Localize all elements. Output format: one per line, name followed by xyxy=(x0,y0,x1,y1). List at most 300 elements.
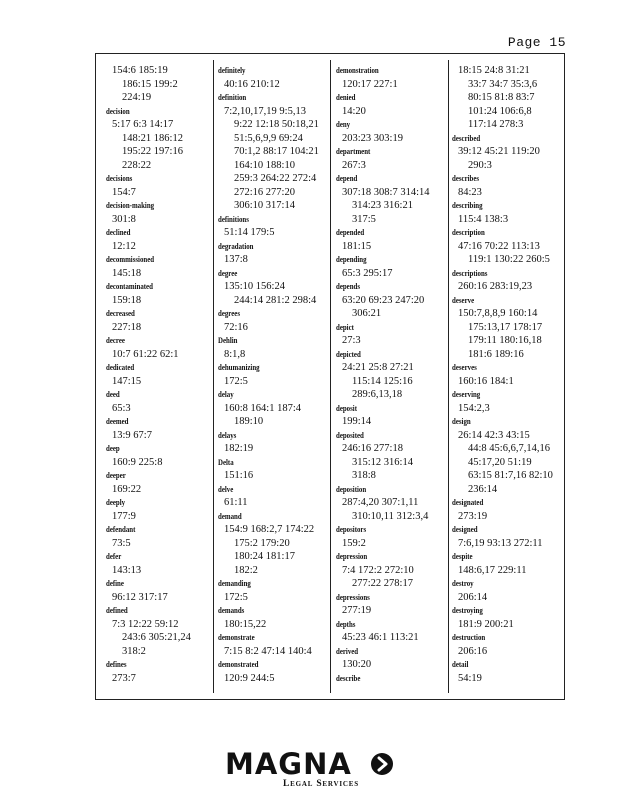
index-entry xyxy=(452,267,564,294)
page-line-ref: 51:5,6,9,9 69:24 xyxy=(234,132,303,144)
index-term: describing xyxy=(452,201,483,210)
index-entry xyxy=(452,658,564,685)
page-line-ref: 119:1 130:22 260:5 xyxy=(468,254,550,265)
index-term: definitions xyxy=(218,214,249,224)
page-line-ref: 72:16 xyxy=(224,321,248,333)
page-line-ref: 80:15 81:8 83:7 xyxy=(468,92,535,103)
index-term: demand xyxy=(218,511,242,521)
index-entry xyxy=(106,307,210,334)
index-term: deserve xyxy=(452,295,475,305)
page-line-ref: 189:10 xyxy=(234,416,264,427)
index-term: description xyxy=(452,228,485,237)
index-entry xyxy=(106,361,210,388)
index-entry xyxy=(336,645,446,672)
index-entry xyxy=(452,388,564,415)
page-line-ref: 172:5 xyxy=(224,591,248,603)
page-line-ref: 115:14 125:16 xyxy=(352,375,413,387)
page-line-ref: 307:18 308:7 314:14 xyxy=(342,186,430,198)
page-line-ref: 306:10 317:14 xyxy=(234,200,295,211)
index-refs xyxy=(336,604,446,618)
index-term: decree xyxy=(106,336,125,345)
index-refs xyxy=(106,429,210,443)
index-refs xyxy=(218,591,328,605)
index-entry xyxy=(106,523,210,550)
page-number: Page 15 xyxy=(507,35,566,50)
index-entry xyxy=(106,64,210,105)
index-refs xyxy=(218,253,328,267)
page-line-ref: 151:16 xyxy=(224,470,254,481)
page-line-ref: 120:17 227:1 xyxy=(342,78,398,90)
index-term: descriptions xyxy=(452,268,488,278)
index-entry xyxy=(106,604,210,658)
index-entry xyxy=(336,618,446,645)
index-refs xyxy=(106,375,210,389)
index-term: depict xyxy=(336,322,354,332)
index-entry xyxy=(106,577,210,604)
page-line-ref: 7:4 172:2 272:10 xyxy=(342,564,414,576)
page-line-ref: 39:12 45:21 119:20 xyxy=(458,146,540,157)
logo-tagline: Legal Services xyxy=(283,779,359,789)
index-entry xyxy=(106,172,210,199)
index-entry xyxy=(452,226,564,267)
index-entry xyxy=(336,483,446,524)
page-line-ref: 13:9 67:7 xyxy=(112,429,152,441)
index-term: deemed xyxy=(106,417,129,426)
index-term: deposit xyxy=(336,403,357,413)
page-line-ref: 148:21 186:12 xyxy=(122,132,183,144)
index-term: deposited xyxy=(336,430,364,440)
page-line-ref: 24:21 25:8 27:21 xyxy=(342,362,414,373)
page-line-ref: 160:16 184:1 xyxy=(458,375,514,387)
page-line-ref: 44:8 45:6,6,7,14,16 xyxy=(468,443,550,454)
index-term: defined xyxy=(106,606,128,615)
index-entry xyxy=(106,280,210,307)
index-refs xyxy=(452,375,564,389)
index-entry xyxy=(218,267,328,308)
index-entry xyxy=(218,361,328,388)
index-refs xyxy=(452,64,564,132)
page-line-ref: 267:3 xyxy=(342,159,366,171)
index-term: denied xyxy=(336,93,356,102)
page-line-ref: 181:9 200:21 xyxy=(458,618,514,630)
page-line-ref: 7:15 8:2 47:14 140:4 xyxy=(224,645,312,657)
index-entry xyxy=(336,591,446,618)
page-line-ref: 130:20 xyxy=(342,659,372,670)
index-term: destroying xyxy=(452,606,483,615)
page-line-ref: 7:6,19 93:13 272:11 xyxy=(458,537,543,549)
page-line-ref: 159:18 xyxy=(112,294,142,306)
page-line-ref: 224:19 xyxy=(122,92,152,103)
index-entry xyxy=(452,496,564,523)
page-line-ref: 137:8 xyxy=(224,254,248,265)
column-divider xyxy=(330,60,331,693)
index-refs xyxy=(218,226,328,240)
page-line-ref: 147:15 xyxy=(112,375,142,387)
page-line-ref: 180:15,22 xyxy=(224,618,267,630)
index-entry xyxy=(106,496,210,523)
page-line-ref: 154:9 168:2,7 174:22 xyxy=(224,524,315,535)
index-term: delve xyxy=(218,484,234,494)
page-line-ref: 182:2 xyxy=(234,564,258,576)
column-divider xyxy=(448,60,449,693)
page-line-ref: 84:23 xyxy=(458,186,482,198)
page-line-ref: 182:19 xyxy=(224,443,254,454)
index-term: destroy xyxy=(452,579,474,588)
page-line-ref: 96:12 317:17 xyxy=(112,591,168,603)
page-line-ref: 273:7 xyxy=(112,672,136,684)
index-refs xyxy=(218,496,328,510)
index-entry xyxy=(336,91,446,118)
page-line-ref: 70:1,2 88:17 104:21 xyxy=(234,146,319,157)
index-entry xyxy=(452,361,564,388)
index-term: design xyxy=(452,417,471,426)
index-term: decontaminated xyxy=(106,282,153,291)
index-refs xyxy=(218,280,328,307)
index-refs xyxy=(336,267,446,281)
index-term: designed xyxy=(452,525,478,534)
page-line-ref: 228:22 xyxy=(122,159,152,171)
index-term: decision xyxy=(106,106,130,116)
page-line-ref: 33:7 34:7 35:3,6 xyxy=(468,78,538,90)
index-entry xyxy=(336,226,446,253)
index-refs xyxy=(218,321,328,335)
page-line-ref: 51:14 179:5 xyxy=(224,227,275,238)
page-line-ref: 7:2,10,17,19 9:5,13 xyxy=(224,105,306,117)
page-line-ref: 206:14 xyxy=(458,591,488,603)
index-entry xyxy=(336,253,446,280)
logo-wordmark: MAGNA xyxy=(225,747,352,781)
page-line-ref: 236:14 xyxy=(468,483,498,495)
index-entry xyxy=(452,523,564,550)
index-entry xyxy=(452,172,564,199)
page-line-ref: 175:2 179:20 xyxy=(234,537,290,549)
page-line-ref: 14:20 xyxy=(342,105,366,117)
index-entry xyxy=(218,64,328,91)
index-term: described xyxy=(452,133,481,143)
index-entry xyxy=(218,91,328,213)
page-line-ref: 169:22 xyxy=(112,483,142,495)
page-line-ref: 5:17 6:3 14:17 xyxy=(112,119,174,130)
index-refs xyxy=(452,240,564,267)
page-line-ref: 73:5 xyxy=(112,537,131,549)
index-refs xyxy=(106,510,210,524)
index-refs xyxy=(106,118,210,172)
index-term: defines xyxy=(106,660,127,669)
index-refs xyxy=(452,591,564,605)
page-line-ref: 318:8 xyxy=(352,470,376,481)
index-term: deposition xyxy=(336,484,367,494)
index-term: define xyxy=(106,579,124,588)
page-line-ref: 40:16 210:12 xyxy=(224,78,280,90)
index-term: decreased xyxy=(106,309,135,318)
index-refs xyxy=(218,375,328,389)
index-term: deserves xyxy=(452,363,477,372)
index-refs xyxy=(336,334,446,348)
page-line-ref: 177:9 xyxy=(112,510,136,522)
index-refs xyxy=(106,294,210,308)
index-refs xyxy=(106,348,210,362)
index-refs xyxy=(106,321,210,335)
index-term: depositors xyxy=(336,525,367,534)
page-line-ref: 195:22 197:16 xyxy=(122,146,183,157)
column-divider xyxy=(213,60,214,693)
index-term: Dehlin xyxy=(218,336,238,345)
page-line-ref: 26:14 42:3 43:15 xyxy=(458,429,530,441)
page-line-ref: 8:1,8 xyxy=(224,348,246,360)
index-refs xyxy=(218,672,328,686)
index-refs xyxy=(106,186,210,200)
index-refs xyxy=(336,658,446,672)
index-refs xyxy=(336,537,446,551)
page-line-ref: 246:16 277:18 xyxy=(342,443,403,454)
index-term: delay xyxy=(218,390,234,399)
page-line-ref: 172:5 xyxy=(224,375,248,387)
index-term: describes xyxy=(452,174,480,183)
page-line-ref: 159:2 xyxy=(342,537,366,549)
index-refs xyxy=(336,240,446,254)
index-entry xyxy=(106,253,210,280)
index-refs xyxy=(336,159,446,173)
index-refs xyxy=(106,213,210,227)
index-term: dehumanizing xyxy=(218,363,260,372)
index-refs xyxy=(452,618,564,632)
index-refs xyxy=(452,510,564,524)
page-line-ref: 244:14 281:2 298:4 xyxy=(234,294,317,306)
page-line-ref: 63:15 81:7,16 82:10 xyxy=(468,470,553,481)
index-entry xyxy=(336,672,446,686)
index-term: demanding xyxy=(218,579,251,588)
page-line-ref: 143:13 xyxy=(112,564,142,576)
index-entry xyxy=(218,456,328,483)
index-term: describe xyxy=(336,673,361,683)
index-entry xyxy=(336,550,446,591)
index-refs xyxy=(452,213,564,227)
page-line-ref: 27:3 xyxy=(342,335,361,346)
index-entry xyxy=(336,402,446,429)
page-line-ref: 135:10 156:24 xyxy=(224,281,285,292)
index-refs xyxy=(218,348,328,362)
index-refs xyxy=(452,429,564,497)
index-entry xyxy=(106,658,210,685)
page-line-ref: 7:3 12:22 59:12 xyxy=(112,618,179,630)
index-entry xyxy=(106,469,210,496)
index-term: demonstration xyxy=(336,66,379,75)
page-line-ref: 150:7,8,8,9 160:14 xyxy=(458,308,538,319)
index-refs xyxy=(336,78,446,92)
index-entry xyxy=(218,483,328,510)
page-line-ref: 181:15 xyxy=(342,240,372,252)
index-term: depending xyxy=(336,255,367,264)
index-refs xyxy=(336,496,446,523)
index-refs xyxy=(218,523,328,577)
index-refs xyxy=(218,442,328,456)
page-line-ref: 115:4 138:3 xyxy=(458,213,509,225)
index-refs xyxy=(218,618,328,632)
index-refs xyxy=(106,267,210,281)
index-refs xyxy=(452,537,564,551)
page-line-ref: 145:18 xyxy=(112,267,142,279)
page-line-ref: 154:6 185:19 xyxy=(112,65,168,76)
index-term: derived xyxy=(336,646,359,656)
page-line-ref: 315:12 316:14 xyxy=(352,456,413,468)
index-refs xyxy=(336,105,446,119)
index-term: demands xyxy=(218,606,245,615)
index-entry xyxy=(336,523,446,550)
index-entry xyxy=(106,550,210,577)
page-line-ref: 175:13,17 178:17 xyxy=(468,321,543,333)
index-refs xyxy=(106,591,210,605)
index-refs xyxy=(452,672,564,686)
page-line-ref: 160:9 225:8 xyxy=(112,456,163,468)
index-term: demonstrated xyxy=(218,660,259,669)
page-line-ref: 10:7 61:22 62:1 xyxy=(112,348,179,360)
index-term: deserving xyxy=(452,390,481,399)
index-term: depicted xyxy=(336,349,361,359)
page-line-ref: 260:16 283:19,23 xyxy=(458,281,533,292)
index-column-3 xyxy=(336,64,446,693)
index-entry xyxy=(336,280,446,321)
index-term: despite xyxy=(452,552,473,561)
index-refs xyxy=(106,618,210,659)
word-index-panel xyxy=(95,53,565,700)
index-term: deeply xyxy=(106,498,126,507)
magna-logo xyxy=(225,748,397,792)
page-line-ref: 9:22 12:18 50:18,21 xyxy=(234,119,319,130)
index-refs xyxy=(452,145,564,172)
index-refs xyxy=(106,240,210,254)
index-entry xyxy=(336,145,446,172)
index-entry xyxy=(218,388,328,429)
index-term: deeper xyxy=(106,471,126,480)
page-line-ref: 65:3 295:17 xyxy=(342,267,393,279)
index-term: Delta xyxy=(218,457,234,467)
index-entry xyxy=(452,550,564,577)
index-term: degree xyxy=(218,268,238,278)
index-term: depths xyxy=(336,619,356,629)
page-line-ref: 310:10,11 312:3,4 xyxy=(352,510,429,522)
index-refs xyxy=(336,415,446,429)
index-entry xyxy=(106,415,210,442)
index-refs xyxy=(452,186,564,200)
index-term: defendant xyxy=(106,525,136,534)
page-line-ref: 227:18 xyxy=(112,321,142,333)
index-refs xyxy=(218,78,328,92)
index-entry xyxy=(218,307,328,334)
page-line-ref: 148:6,17 229:11 xyxy=(458,564,527,576)
index-term: deny xyxy=(336,120,351,129)
page-line-ref: 45:17,20 51:19 xyxy=(468,456,532,468)
index-term: depressions xyxy=(336,592,370,602)
index-term: delays xyxy=(218,430,237,440)
index-term: detail xyxy=(452,660,469,669)
index-term: depends xyxy=(336,282,361,291)
page-line-ref: 117:14 278:3 xyxy=(468,119,524,130)
page-line-ref: 318:2 xyxy=(122,645,146,657)
index-entry xyxy=(218,658,328,685)
page-line-ref: 272:16 277:20 xyxy=(234,186,295,198)
page-line-ref: 164:10 188:10 xyxy=(234,159,295,171)
page-line-ref: 199:14 xyxy=(342,416,372,427)
index-entry xyxy=(218,213,328,240)
page-line-ref: 206:16 xyxy=(458,645,488,657)
page-line-ref: 12:12 xyxy=(112,240,136,252)
page-line-ref: 314:23 316:21 xyxy=(352,200,413,211)
index-refs xyxy=(106,483,210,497)
index-refs xyxy=(336,132,446,146)
index-entry xyxy=(336,429,446,483)
page-line-ref: 181:6 189:16 xyxy=(468,348,524,360)
index-entry xyxy=(218,240,328,267)
index-entry xyxy=(452,415,564,496)
index-term: deed xyxy=(106,390,120,399)
index-refs xyxy=(336,361,446,402)
page-line-ref: 18:15 24:8 31:21 xyxy=(458,65,530,76)
index-term: decisions xyxy=(106,174,133,183)
arrow-circle-icon xyxy=(371,753,393,775)
index-refs xyxy=(336,294,446,321)
index-refs xyxy=(106,672,210,686)
index-column-4 xyxy=(452,64,564,693)
index-refs xyxy=(218,105,328,213)
index-term: degradation xyxy=(218,241,254,251)
index-entry xyxy=(452,604,564,631)
index-term: designated xyxy=(452,498,484,507)
index-entry xyxy=(452,294,564,362)
index-refs xyxy=(452,645,564,659)
index-term: degrees xyxy=(218,309,240,318)
index-refs xyxy=(452,564,564,578)
index-entry xyxy=(336,348,446,402)
index-refs xyxy=(336,186,446,227)
index-term: deep xyxy=(106,444,120,453)
index-column-2 xyxy=(218,64,328,693)
index-term: depended xyxy=(336,228,365,237)
index-term: decision-making xyxy=(106,201,155,210)
index-term: depression xyxy=(336,552,368,561)
page-line-ref: 287:4,20 307:1,11 xyxy=(342,497,419,508)
index-term: definitely xyxy=(218,66,246,75)
index-entry xyxy=(336,321,446,348)
index-term: depend xyxy=(336,174,358,183)
page-line-ref: 160:8 164:1 187:4 xyxy=(224,402,302,414)
page-line-ref: 45:23 46:1 113:21 xyxy=(342,632,419,643)
index-term: declined xyxy=(106,228,131,237)
index-refs xyxy=(336,631,446,645)
index-refs xyxy=(336,442,446,483)
index-refs xyxy=(218,645,328,659)
index-entry xyxy=(218,334,328,361)
page-line-ref: 179:11 180:16,18 xyxy=(468,335,542,346)
index-entry xyxy=(336,118,446,145)
index-entry xyxy=(452,64,564,132)
page-line-ref: 154:2,3 xyxy=(458,402,490,414)
page-line-ref: 317:5 xyxy=(352,213,376,225)
index-entry xyxy=(336,64,446,91)
index-entry xyxy=(218,577,328,604)
page-line-ref: 101:24 106:6,8 xyxy=(468,105,532,117)
index-refs xyxy=(336,564,446,591)
index-entry xyxy=(452,577,564,604)
page-line-ref: 65:3 xyxy=(112,402,131,414)
index-entry xyxy=(218,429,328,456)
index-entry xyxy=(336,172,446,226)
index-term: destruction xyxy=(452,633,486,642)
index-refs xyxy=(106,402,210,416)
page-line-ref: 289:6,13,18 xyxy=(352,389,403,400)
index-term: decommissioned xyxy=(106,255,155,264)
index-term: demonstrate xyxy=(218,633,255,642)
index-refs xyxy=(452,307,564,361)
